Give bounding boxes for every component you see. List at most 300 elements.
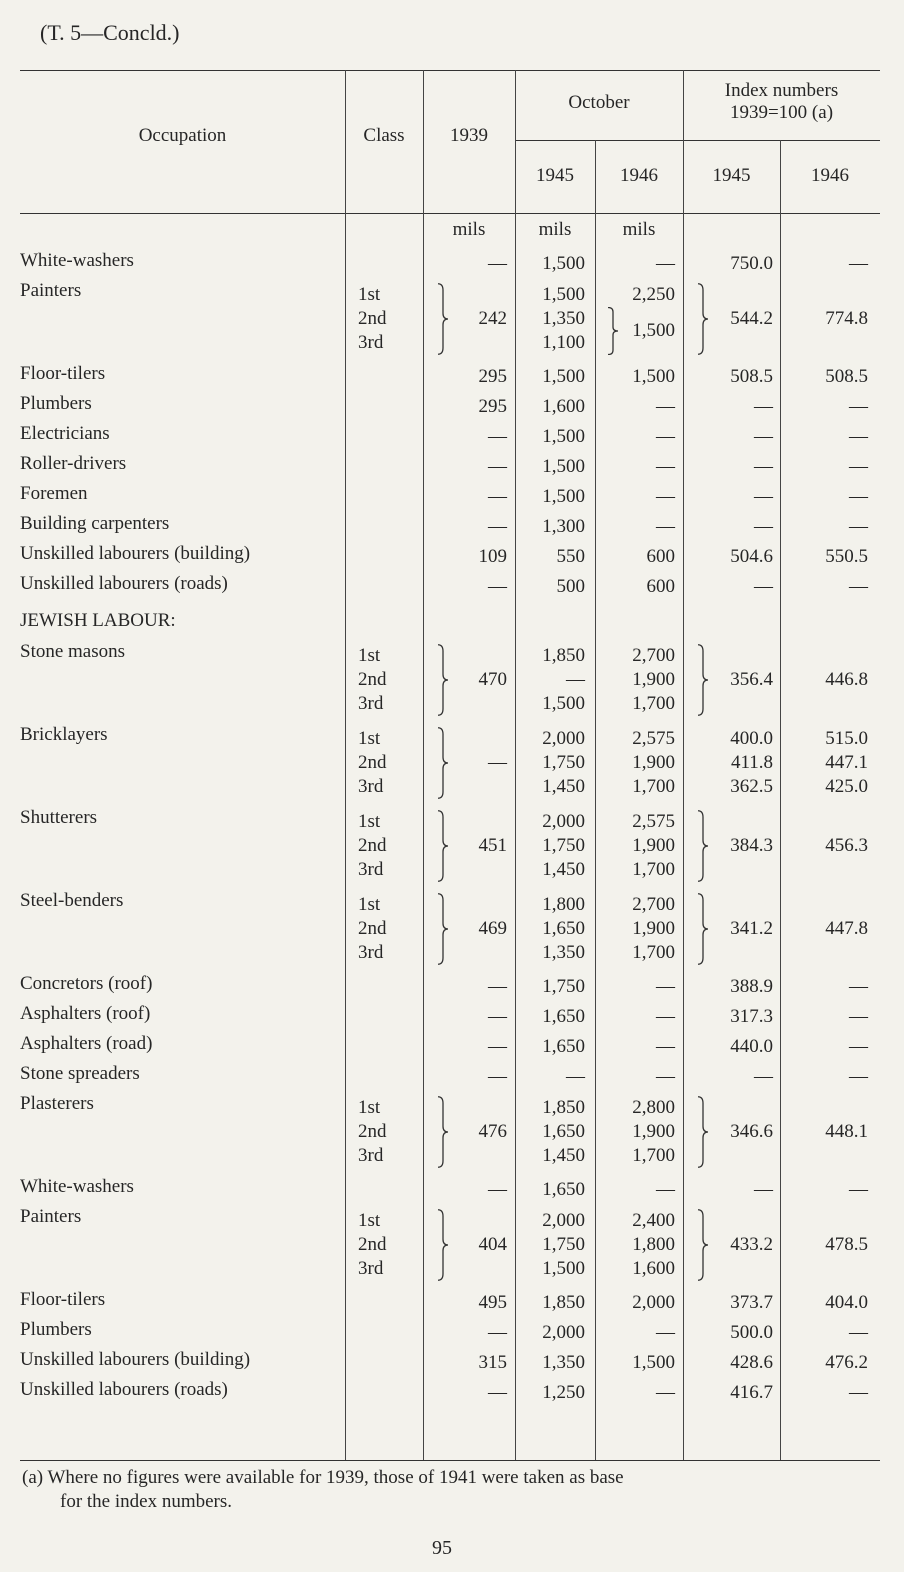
occupation-label: Floor-tilers <box>20 1289 106 1310</box>
i45-cell <box>683 362 773 392</box>
value: 2,700 <box>632 894 675 915</box>
value: — <box>488 1179 507 1200</box>
value: 2,000 <box>542 728 585 749</box>
value: — <box>488 456 507 477</box>
value: 1,650 <box>542 1121 585 1142</box>
value: 1,700 <box>632 942 675 963</box>
value: — <box>849 1382 868 1403</box>
y1939-cell <box>423 572 507 602</box>
o46-cell <box>595 1032 675 1062</box>
value-stack <box>515 727 585 799</box>
class-label: 2nd <box>358 1121 387 1142</box>
i46-cell <box>780 572 868 602</box>
value: — <box>656 516 675 537</box>
o45-cell <box>515 804 585 887</box>
brace-icon <box>437 727 449 799</box>
brace-icon <box>437 1209 449 1281</box>
class-stack <box>358 283 418 355</box>
y1939-cell <box>423 482 507 512</box>
value: 470 <box>478 669 507 690</box>
occupation-label: White-washers <box>20 250 134 271</box>
value: 2,400 <box>632 1210 675 1231</box>
table-row <box>0 1173 904 1203</box>
occupation-label: Concretors (roof) <box>20 973 153 994</box>
o46-cell <box>595 1348 675 1378</box>
value: 1,500 <box>542 486 585 507</box>
value: — <box>754 426 773 447</box>
value: 1,750 <box>542 835 585 856</box>
header-occupation: Occupation <box>138 125 227 146</box>
value: — <box>656 1006 675 1027</box>
value: 515.0 <box>825 728 868 749</box>
class-cell <box>358 1203 418 1286</box>
table-row <box>0 277 904 360</box>
class-label: 1st <box>358 284 381 305</box>
value: 1,650 <box>542 918 585 939</box>
i46-cell <box>780 277 868 360</box>
y1939-cell <box>423 804 507 887</box>
value: 1,600 <box>542 396 585 417</box>
value: 400.0 <box>730 728 773 749</box>
header-october: October <box>568 92 630 113</box>
header-bottom-rule <box>20 213 880 214</box>
value: — <box>656 1036 675 1057</box>
o45-cell <box>515 721 585 804</box>
o45-cell <box>515 1062 585 1092</box>
value: 456.3 <box>825 835 868 856</box>
value: 388.9 <box>730 976 773 997</box>
occupation-label: Shutterers <box>20 807 98 828</box>
value: 404.0 <box>825 1292 868 1313</box>
value: 1,500 <box>542 1258 585 1279</box>
table-row <box>0 360 904 390</box>
value: 1,650 <box>542 1006 585 1027</box>
i45-cell <box>683 721 773 804</box>
table-row <box>0 721 904 804</box>
value: 1,600 <box>632 1258 675 1279</box>
value: 1,350 <box>542 1352 585 1373</box>
class-label: 2nd <box>358 669 387 690</box>
i46-cell <box>780 1090 868 1173</box>
value: 1,500 <box>632 1352 675 1373</box>
value: 500.0 <box>730 1322 773 1343</box>
value: 433.2 <box>730 1234 773 1255</box>
value: 1,850 <box>542 1292 585 1313</box>
occupation-label: Asphalters (roof) <box>20 1003 151 1024</box>
table-row <box>0 638 904 721</box>
i46-cell <box>780 362 868 392</box>
value: 447.8 <box>825 918 868 939</box>
value: 1,700 <box>632 693 675 714</box>
value: 750.0 <box>730 253 773 274</box>
value: 1,500 <box>542 693 585 714</box>
value: — <box>849 1066 868 1087</box>
value: — <box>488 426 507 447</box>
table-row <box>0 970 904 1000</box>
class-label: 1st <box>358 1097 381 1118</box>
value: — <box>849 426 868 447</box>
table-row <box>0 480 904 510</box>
value: 242 <box>478 308 507 329</box>
occupation-label: Plumbers <box>20 393 92 414</box>
i46-cell <box>780 1002 868 1032</box>
value: 1,250 <box>542 1382 585 1403</box>
value: 2,000 <box>542 1210 585 1231</box>
value: — <box>849 396 868 417</box>
class-stack <box>358 644 418 716</box>
o46-cell <box>595 804 675 887</box>
class-cell <box>358 721 418 804</box>
y1939-cell <box>423 972 507 1002</box>
value: 1,700 <box>632 859 675 880</box>
class-label: 1st <box>358 1210 381 1231</box>
value: — <box>488 516 507 537</box>
class-label: 3rd <box>358 332 384 353</box>
table-caption: (T. 5—Concld.) <box>40 20 180 45</box>
value: 1,450 <box>542 859 585 880</box>
value-stack <box>515 283 585 355</box>
y1939-cell <box>423 452 507 482</box>
value-stack <box>595 644 675 716</box>
table-row <box>0 390 904 420</box>
header-oct-1946: 1946 <box>620 165 658 186</box>
value: — <box>488 1006 507 1027</box>
i45-cell <box>683 512 773 542</box>
y1939-cell <box>423 277 507 360</box>
value: 416.7 <box>730 1382 773 1403</box>
occupation-label: Painters <box>20 280 82 301</box>
value-stack <box>515 893 585 965</box>
class-cell <box>358 277 418 360</box>
table-row <box>0 1060 904 1090</box>
i45-cell <box>683 422 773 452</box>
y1939-cell <box>423 362 507 392</box>
value: 1,750 <box>542 976 585 997</box>
value: 440.0 <box>730 1036 773 1057</box>
value: 373.7 <box>730 1292 773 1313</box>
y1939-cell <box>423 1175 507 1205</box>
i45-cell <box>683 482 773 512</box>
value: — <box>656 1066 675 1087</box>
o46-cell <box>595 512 675 542</box>
o46-cell <box>595 362 675 392</box>
o45-cell <box>515 1002 585 1032</box>
class-label: 1st <box>358 728 381 749</box>
value: 2,575 <box>632 811 675 832</box>
i46-cell <box>780 392 868 422</box>
occupation-label: Plasterers <box>20 1093 94 1114</box>
table-row <box>0 1000 904 1030</box>
brace-icon <box>697 283 709 355</box>
i46-cell <box>780 512 868 542</box>
class-label: 2nd <box>358 918 387 939</box>
value-stack <box>515 1096 585 1168</box>
occupation-label: Stone spreaders <box>20 1063 140 1084</box>
value: 2,250 <box>632 284 675 305</box>
value: 1,450 <box>542 1145 585 1166</box>
value: — <box>488 1382 507 1403</box>
o46-cell <box>595 572 675 602</box>
class-label: 3rd <box>358 1145 384 1166</box>
header-index-numbers: Index numbers <box>724 80 839 101</box>
value: 1,500 <box>632 366 675 387</box>
brace-icon <box>437 283 449 355</box>
value: 451 <box>478 835 507 856</box>
o45-cell <box>515 1288 585 1318</box>
value: 1,800 <box>632 1234 675 1255</box>
i45-cell <box>683 392 773 422</box>
i45-cell <box>683 1348 773 1378</box>
value-stack <box>595 1209 675 1281</box>
class-stack <box>358 893 418 965</box>
brace-icon <box>437 644 449 716</box>
i46-cell <box>780 422 868 452</box>
value: 2,575 <box>632 728 675 749</box>
value-stack <box>595 810 675 882</box>
i45-cell <box>683 1288 773 1318</box>
value: 1,500 <box>542 366 585 387</box>
value: — <box>754 1179 773 1200</box>
occupation-label: Building carpenters <box>20 513 170 534</box>
brace-icon <box>697 1209 709 1281</box>
value: 508.5 <box>730 366 773 387</box>
i46-cell <box>780 542 868 572</box>
value: 774.8 <box>825 308 868 329</box>
i46-cell <box>780 249 868 279</box>
value: 600 <box>646 546 675 567</box>
o46-cell <box>595 1175 675 1205</box>
class-label: 1st <box>358 645 381 666</box>
value: 476 <box>478 1121 507 1142</box>
table-row <box>0 450 904 480</box>
i45-cell <box>683 1318 773 1348</box>
table-row <box>0 247 904 277</box>
y1939-cell <box>423 1288 507 1318</box>
value: — <box>849 576 868 597</box>
o46-cell <box>595 1002 675 1032</box>
value: — <box>488 486 507 507</box>
i46-cell <box>780 887 868 970</box>
y1939-cell <box>423 249 507 279</box>
table-body <box>0 215 904 1406</box>
class-cell <box>358 1090 418 1173</box>
value: — <box>849 486 868 507</box>
class-stack <box>358 810 418 882</box>
o45-cell <box>515 887 585 970</box>
value-stack <box>515 644 585 716</box>
i46-cell <box>780 804 868 887</box>
value-stack <box>595 893 675 965</box>
value: — <box>849 1322 868 1343</box>
value: — <box>656 1382 675 1403</box>
table-row <box>0 540 904 570</box>
value: 1,500 <box>632 320 675 341</box>
value: — <box>488 576 507 597</box>
value: 478.5 <box>825 1234 868 1255</box>
o46-cell <box>595 542 675 572</box>
o46-cell <box>595 972 675 1002</box>
occupation-label: Plumbers <box>20 1319 92 1340</box>
o46-cell <box>595 452 675 482</box>
class-label: 3rd <box>358 942 384 963</box>
o45-cell <box>515 1090 585 1173</box>
o45-cell <box>515 249 585 279</box>
o45-cell <box>515 362 585 392</box>
value: 469 <box>478 918 507 939</box>
value: 1,700 <box>632 776 675 797</box>
value: 1,350 <box>542 942 585 963</box>
table-row <box>0 887 904 970</box>
section-heading <box>0 600 904 638</box>
value: — <box>488 976 507 997</box>
value: — <box>754 576 773 597</box>
top-rule <box>20 70 880 71</box>
occupation-label: Bricklayers <box>20 724 108 745</box>
o45-cell <box>515 972 585 1002</box>
value-stack <box>595 283 675 307</box>
i45-cell <box>683 452 773 482</box>
value: 341.2 <box>730 918 773 939</box>
value: 476.2 <box>825 1352 868 1373</box>
y1939-cell <box>423 1090 507 1173</box>
o45-cell <box>515 1175 585 1205</box>
value: — <box>849 1179 868 1200</box>
i46-cell <box>780 638 868 721</box>
header-1939: 1939 <box>450 125 488 146</box>
i45-cell <box>683 572 773 602</box>
value: 448.1 <box>825 1121 868 1142</box>
o46-cell <box>595 249 675 279</box>
value: — <box>488 752 507 773</box>
footnote-line: (a) Where no figures were available for 1939, those of 1941 were taken as base <box>22 1467 624 1488</box>
table-row <box>0 1286 904 1316</box>
o45-cell <box>515 422 585 452</box>
class-label: 3rd <box>358 859 384 880</box>
i45-cell <box>683 1002 773 1032</box>
o45-cell <box>515 512 585 542</box>
y1939-cell <box>423 1002 507 1032</box>
header-oct-1945: 1945 <box>536 165 574 186</box>
i45-cell <box>683 1062 773 1092</box>
y1939-cell <box>423 1203 507 1286</box>
page-number: 95 <box>432 1537 452 1559</box>
class-stack <box>358 1096 418 1168</box>
occupation-label: Roller-drivers <box>20 453 127 474</box>
value: 1,800 <box>542 894 585 915</box>
value: — <box>849 1036 868 1057</box>
occupation-label: Unskilled labourers (roads) <box>20 1379 228 1400</box>
table-row <box>0 1376 904 1406</box>
header-idx-1946: 1946 <box>811 165 849 186</box>
value: — <box>656 1179 675 1200</box>
header-idx-1945: 1945 <box>712 165 751 186</box>
o46-cell <box>595 482 675 512</box>
i46-cell <box>780 1203 868 1286</box>
value: 2,700 <box>632 645 675 666</box>
value: — <box>656 396 675 417</box>
o46-cell <box>595 1318 675 1348</box>
occupation-label: Asphalters (road) <box>20 1033 153 1054</box>
value: — <box>754 1066 773 1087</box>
class-label: 3rd <box>358 693 384 714</box>
value: — <box>488 1066 507 1087</box>
value: 1,100 <box>542 332 585 353</box>
value-stack <box>595 727 675 799</box>
occupation-label: Electricians <box>20 423 110 444</box>
value: 404 <box>478 1234 507 1255</box>
value: 500 <box>556 576 585 597</box>
value: — <box>488 253 507 274</box>
value: — <box>849 976 868 997</box>
unit-1939: mils <box>452 219 486 240</box>
i46-cell <box>780 1062 868 1092</box>
value: 1,650 <box>542 1179 585 1200</box>
brace-icon <box>437 893 449 965</box>
o46-cell <box>595 1203 675 1286</box>
value: 315 <box>478 1352 507 1373</box>
o46-cell <box>595 1288 675 1318</box>
unit-1945: mils <box>538 219 572 240</box>
value: — <box>656 426 675 447</box>
o45-cell <box>515 482 585 512</box>
o45-cell <box>515 638 585 721</box>
o46-cell <box>595 721 675 804</box>
y1939-cell <box>423 721 507 804</box>
occupation-label: Painters <box>20 1206 82 1227</box>
i46-cell <box>780 1288 868 1318</box>
o45-cell <box>515 277 585 360</box>
occupation-label: Steel-benders <box>20 890 124 911</box>
value: 425.0 <box>825 776 868 797</box>
class-label: 3rd <box>358 776 384 797</box>
o45-cell <box>515 572 585 602</box>
footnote <box>22 1466 882 1514</box>
brace-icon <box>437 1096 449 1168</box>
o45-cell <box>515 452 585 482</box>
footnote-line: for the index numbers. <box>60 1491 233 1512</box>
value: 1,750 <box>542 752 585 773</box>
value: 356.4 <box>730 669 773 690</box>
class-label: 1st <box>358 894 381 915</box>
value: 1,350 <box>542 308 585 329</box>
i45-cell <box>683 542 773 572</box>
value: — <box>656 1322 675 1343</box>
value: 1,500 <box>542 426 585 447</box>
value: 550.5 <box>825 546 868 567</box>
occupation-label: White-washers <box>20 1176 134 1197</box>
value: 1,650 <box>542 1036 585 1057</box>
header-index-base: 1939=100 (a) <box>729 102 834 123</box>
value: — <box>566 1066 585 1087</box>
y1939-cell <box>423 1378 507 1408</box>
occupation-label: Stone masons <box>20 641 126 662</box>
value: — <box>656 253 675 274</box>
value: 447.1 <box>825 752 868 773</box>
unit-1946: mils <box>622 219 656 240</box>
value: 1,750 <box>542 1234 585 1255</box>
value: 600 <box>646 576 675 597</box>
class-label: 1st <box>358 811 381 832</box>
occupation-label: Unskilled labourers (building) <box>20 1349 251 1370</box>
y1939-cell <box>423 638 507 721</box>
value: — <box>488 1322 507 1343</box>
value: — <box>754 396 773 417</box>
class-label: 2nd <box>358 1234 387 1255</box>
class-cell <box>358 638 418 721</box>
value: 295 <box>478 396 507 417</box>
table-row <box>0 1090 904 1173</box>
o46-cell <box>595 392 675 422</box>
